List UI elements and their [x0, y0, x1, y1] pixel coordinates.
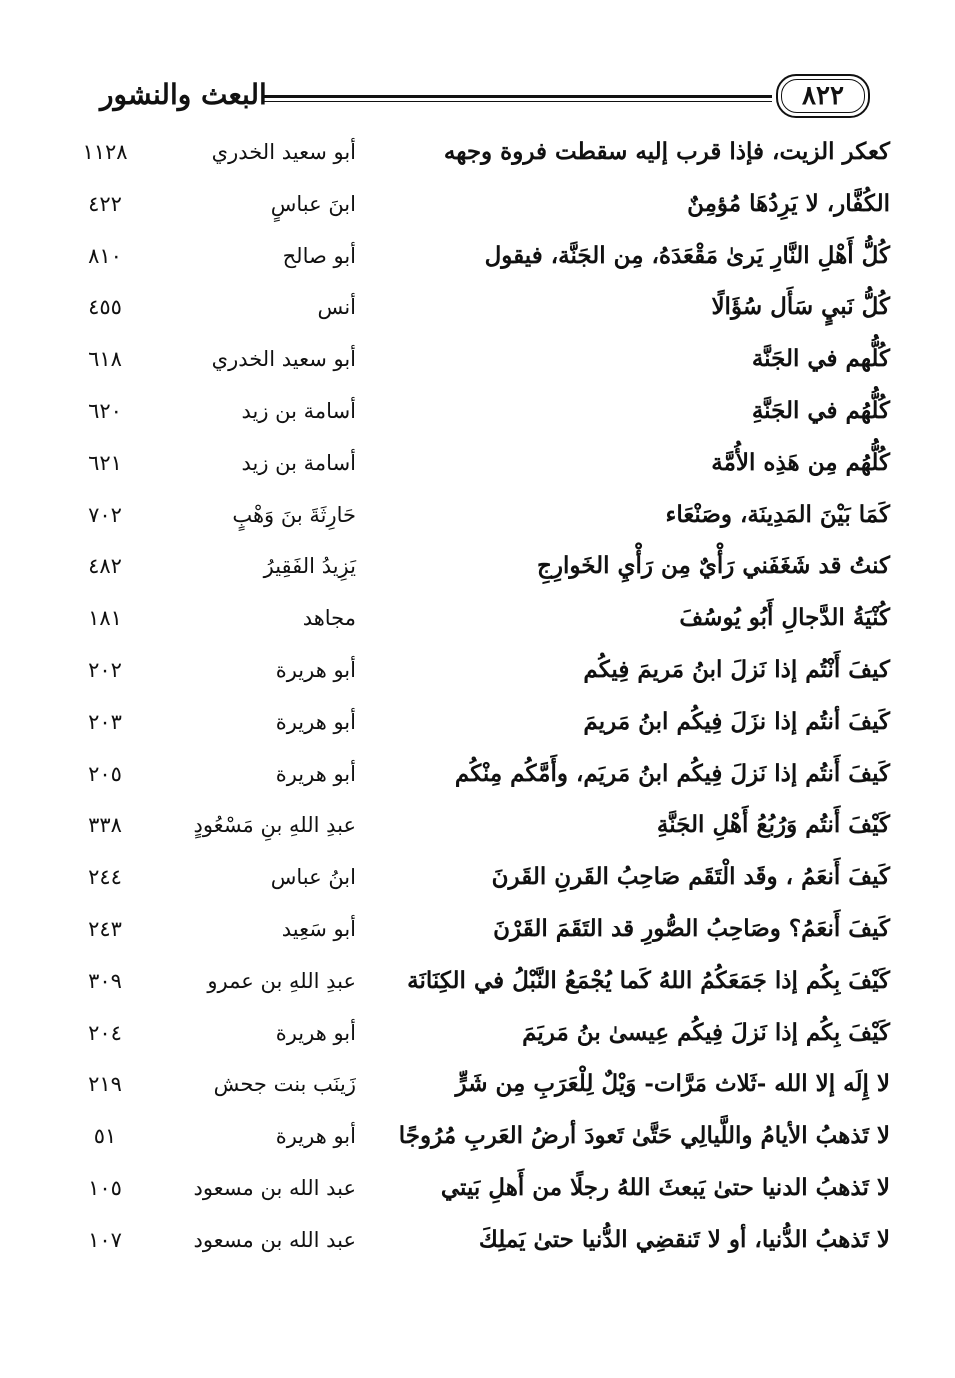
index-row — [0, 1170, 955, 1222]
hadith-text: كُنْيَةُ الدَّجالِ أَبُو يُوسُفَ — [679, 604, 890, 632]
index-row — [0, 1118, 955, 1170]
page-reference: ٦١٨ — [88, 347, 122, 372]
index-row — [0, 807, 955, 859]
index-row — [0, 756, 955, 808]
hadith-text: كُلُّ نَبيٍ سَأَل سُؤَالًا — [711, 293, 890, 321]
hadith-text: كُلُّ أَهْلِ النَّارِ يَرىٰ مَقْعَدَهُ، مِن الجَنَّة، فيقول — [484, 241, 890, 269]
page-reference: ١٨١ — [88, 606, 122, 631]
index-row — [0, 238, 955, 290]
index-row — [0, 1222, 955, 1274]
header-rule — [262, 95, 772, 98]
page-reference: ٢٠٥ — [88, 761, 122, 786]
page-reference: ٢٠٤ — [88, 1020, 122, 1045]
index-row — [0, 963, 955, 1015]
hadith-text: كَيْفَ بِكُم إذا نَزلَ فِيكُم عِيسىٰ بنُ مَريَمَ — [522, 1018, 890, 1046]
narrator: عبدِ اللهِ بن عمرو — [207, 968, 356, 993]
narrator: أسامة بن زيد — [241, 450, 356, 475]
page-reference: ١٠٥ — [88, 1175, 122, 1200]
page-reference: ٢٠٣ — [88, 709, 122, 734]
narrator: زَينَب بنت جحش — [213, 1072, 356, 1097]
hadith-text: الكُفَّار، لا يَرِدُهَا مُؤمِنٌ — [687, 189, 890, 217]
page-reference: ٢٤٤ — [88, 865, 122, 890]
narrator: ابنَ عباسٍ — [270, 191, 356, 216]
index-row — [0, 497, 955, 549]
narrator: أبو هريرة — [275, 709, 356, 734]
page-reference: ٢٤٣ — [88, 916, 122, 941]
hadith-text: كَيفَ أَنعَمُ ، وقَد الْتَقَم صَاحِبُ القَرنِ القَرنَ — [491, 863, 890, 891]
narrator: عبد الله بن مسعود — [193, 1227, 356, 1252]
hadith-text: كَيْفَ بِكُم إذا جَمَعَكُمُ اللهُ كَما يُجْمَعُ النَّبْلُ في الكِنَانَة — [407, 966, 890, 994]
narrator: أبو سَعِيد — [281, 916, 356, 941]
hadith-text: كُلُّهُم مِن هَذِه الأُمَّة — [711, 448, 890, 476]
page-reference: ١٠٧ — [88, 1227, 122, 1252]
page-number-frame — [776, 74, 870, 118]
hadith-text: كعكر الزيت، فإذا قرب إليه سقطت فروة وجهه — [443, 138, 890, 165]
narrator: أبو سعيد الخدري — [211, 347, 356, 372]
narrator: أبو سعيد الخدري — [211, 140, 356, 164]
page-reference: ٥١ — [93, 1124, 117, 1149]
page-reference: ٤٥٥ — [88, 295, 122, 320]
hadith-text: لا تَذهبُ الدنيا حتىٰ يَبعثَ اللهُ رجلًا من أَهلِ بَيتي — [440, 1173, 890, 1201]
hadith-text: كَيفَ أنتُم إذا نزَلَ فِيكُم ابنُ مَريمَ — [583, 707, 890, 735]
narrator: عبد الله بن مسعود — [193, 1175, 356, 1200]
narrator: أسامة بن زيد — [241, 398, 356, 423]
hadith-text: لا إِلَه إلا الله -ثَلاث مَرَّات- وَيْلٌ لِلْعَرَبِ مِن شَرٍّ — [455, 1070, 890, 1098]
narrator: أبو هريرة — [275, 761, 356, 786]
narrator: أبو هريرة — [275, 1020, 356, 1045]
index-row — [0, 1015, 955, 1067]
narrator: أنس — [317, 295, 356, 320]
index-row — [0, 652, 955, 704]
hadith-text: كنتُ قد شَغَفَني رَأْيٌ مِن رَأْيِ الخَوارِجِ — [537, 552, 890, 580]
page-reference: ٣٣٨ — [88, 813, 122, 838]
narrator: أبو هريرة — [275, 1124, 356, 1149]
index-row — [0, 186, 955, 238]
index-row — [0, 289, 955, 341]
hadith-text: كُلُّهم في الجَنَّة — [751, 345, 890, 373]
page-reference: ٨١٠ — [88, 243, 122, 268]
index-row — [0, 859, 955, 911]
hadith-text: كيفَ أَنْتُم إذا نَزلَ ابنُ مَريمَ فِيكُم — [583, 655, 890, 683]
page-reference: ٤٨٢ — [88, 554, 122, 579]
hadith-text: لا تَذهبُ الدُّنيا، أو لا تَنقضِي الدُّنيا حتىٰ يَملِكَ — [478, 1225, 890, 1253]
narrator: حَارِثَةَ بنَ وَهْبٍ — [232, 502, 356, 527]
index-row — [0, 548, 955, 600]
hadith-text: كَيْفَ أَنتُم وَرُبُعُ أَهْلِ الجَنَّةِ — [656, 811, 890, 839]
index-row — [0, 393, 955, 445]
index-row — [0, 341, 955, 393]
index-row — [0, 911, 955, 963]
page-reference: ٧٠٢ — [88, 502, 122, 527]
page-number: ٨٢٢ — [802, 81, 844, 111]
narrator: أبو صالح — [282, 243, 356, 268]
page-reference: ٦٢٠ — [88, 398, 122, 423]
index-row — [0, 134, 955, 186]
hadith-text: كُلُّهُم في الجَنَّةِ — [751, 396, 890, 424]
hadith-index-list — [0, 134, 955, 1274]
index-row — [0, 1066, 955, 1118]
index-row — [0, 600, 955, 652]
page-reference: ٢٠٢ — [88, 657, 122, 682]
index-row — [0, 445, 955, 497]
page-reference: ٢١٩ — [88, 1072, 122, 1097]
page-reference: ٣٠٩ — [88, 968, 122, 993]
page-header — [100, 68, 870, 124]
hadith-text: كَيفَ أَنتُم إذا نَزلَ فِيكُم ابنُ مَريَم، وأَمَّكُم مِنْكُم — [454, 759, 890, 787]
narrator: مجاهد — [302, 606, 356, 631]
page-reference: ٦٢١ — [88, 450, 122, 475]
page-reference: ٤٢٢ — [88, 191, 122, 216]
page-reference: ١١٢٨ — [82, 140, 128, 164]
hadith-text: لا تَذهبُ الأيامُ واللَّيالِي حَتَّىٰ تَعودَ أرضُ العَربِ مُرُوجًا — [398, 1122, 890, 1150]
narrator: ابنُ عباس — [270, 865, 356, 890]
narrator: يَزِيدُ الفَقِيرُ — [263, 554, 356, 579]
narrator: عبدِ اللهِ بنِ مَسْعُودٍ — [193, 813, 356, 838]
index-row — [0, 704, 955, 756]
narrator: أبو هريرة — [275, 657, 356, 682]
hadith-text: كَيفَ أَنعَمُ؟ وصَاحِبُ الصُّورِ قد التَقَمَ القَرْنَ — [493, 914, 890, 942]
running-title: البعث والنشور — [100, 78, 267, 111]
hadith-text: كَمَا بَيْنَ المَدِينَة، وصَنْعَاء — [665, 500, 890, 528]
